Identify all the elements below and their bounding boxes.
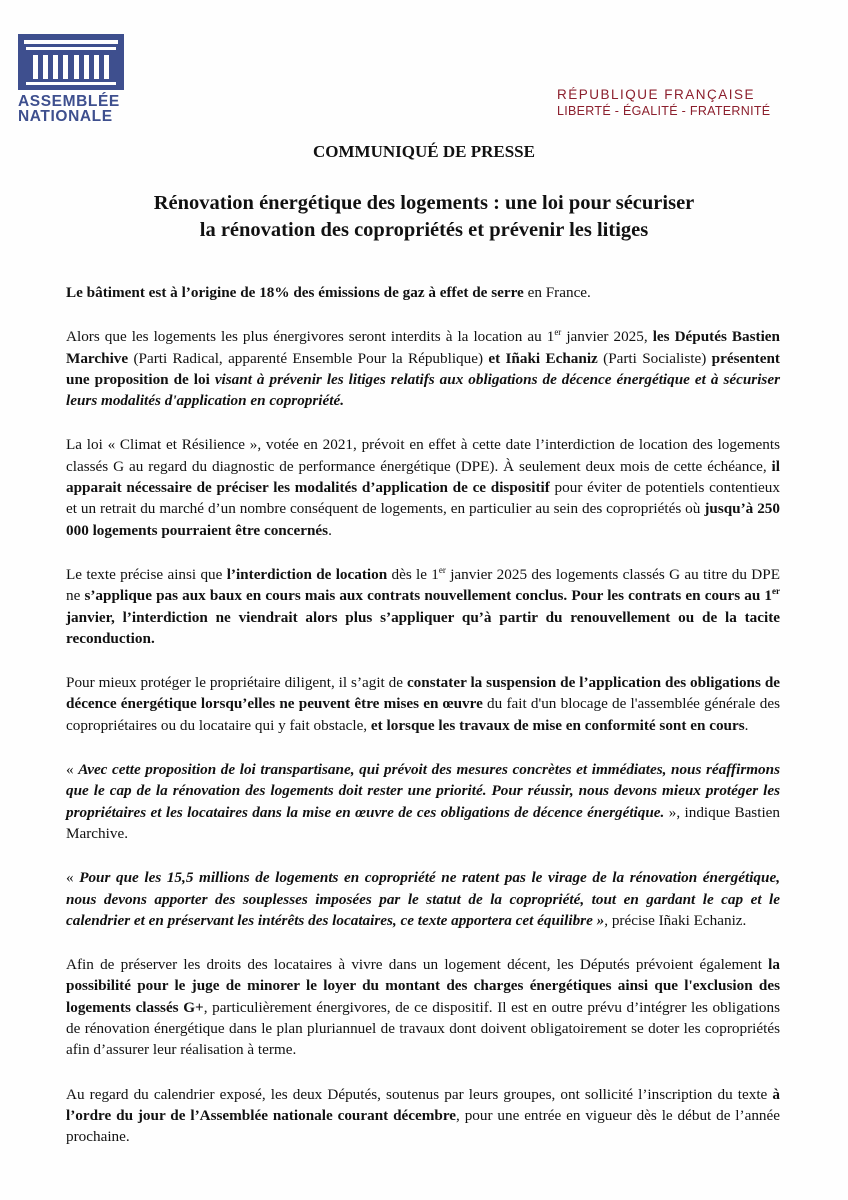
p1-bold: Le bâtiment est à l’origine de 18% des émissions de gaz à effet de serre — [66, 284, 524, 301]
paragraph-3 — [66, 434, 780, 540]
headline-line-2: la rénovation des copropriétés et prévenir les litiges — [199, 219, 649, 241]
republic-name: RÉPUBLIQUE FRANÇAISE — [557, 87, 756, 102]
p2-bold-g: présentent une proposition de loi — [66, 349, 780, 388]
p4-text-d: janvier 2025 des logements classés G au titre du DPE ne — [66, 565, 780, 605]
body-text — [66, 282, 780, 1171]
p2-bold-italic-h: visant à prévenir les litiges relatifs aux obligations de décence énergétique et à sécuriser leurs modalités d'application en copropriété. — [66, 370, 780, 410]
paragraph-5 — [66, 672, 780, 736]
headline-line-1: Rénovation énergétique des logements : une loi pour sécuriser — [153, 192, 695, 214]
p5-bold-d: et lorsque les travaux de mise en conformité sont en cours — [370, 716, 745, 734]
paragraph-4 — [66, 564, 780, 649]
p7-attribution: , précise Iñaki Echaniz. — [604, 911, 747, 929]
p1-text: en France. — [523, 284, 591, 301]
p5-bold-b: constater la suspension de l’application des obligations de décence énergétique lorsqu’elles ne peuvent être mises en œuvre — [66, 674, 781, 713]
p9-bold-b: à l’ordre du jour de l’Assemblée nationale courant décembre — [66, 1085, 780, 1124]
paragraph-2 — [66, 326, 780, 411]
p2-text-a: Alors que les logements les plus énergivores seront interdits à la location au 1 — [66, 328, 555, 346]
paragraph-8 — [66, 954, 780, 1060]
p5-text-e: . — [744, 716, 749, 734]
republique-francaise-mark — [557, 87, 770, 118]
p8-text-c: , particulièrement énergivores, de ce dispositif. Il est en outre prévu d’intégrer les obligations de rénovation énergétique dans le plan pluriannuel de travaux dont doivent obligatoirement se doter les copropriétés afin d’assurer leur réalisation à terme. — [66, 998, 781, 1059]
p2-text-d: (Parti Radical, apparenté Ensemble Pour la République) — [128, 349, 489, 367]
p2-sup: er — [554, 327, 562, 338]
p6-attribution: », indique Bastien Marchive. — [66, 803, 780, 842]
p5-text-c: du fait d'un blocage de l'assemblée générale des copropriétaires ou du locataire qui y fait obstacle, — [66, 695, 780, 734]
republic-motto: LIBERTÉ - ÉGALITÉ - FRATERNITÉ — [557, 104, 771, 118]
p3-bold-d: jusqu’à 250 000 logements pourraient être concernés — [66, 500, 780, 539]
p4-bold-f: janvier, l’interdiction ne viendrait alors plus s’appliquer qu’à partir du renouvellement ou de la tacite reconduction. — [66, 608, 780, 647]
p7-open-quote: « — [66, 869, 80, 887]
p3-text-e: . — [328, 521, 332, 539]
paragraph-6-quote — [66, 759, 780, 844]
paragraph-1 — [66, 282, 780, 303]
p4-text-a: Le texte précise ainsi que — [66, 565, 227, 583]
paragraph-7-quote — [66, 867, 780, 931]
p6-quote-text: Avec cette proposition de loi transpartisane, qui prévoit des mesures concrètes et immédiates, nous réaffirmons que le cap de la rénovation des logements doit rester une priorité. Pour réussir, nous devons mieux protéger les propriétaires et les locataires dans la mise en œuvre de ces obligations de décence énergétique. — [66, 761, 781, 821]
p2-text-b: janvier 2025, — [561, 328, 653, 346]
p4-bold-e: s’applique pas aux baux en cours mais aux contrats nouvellement conclus. Pour les contrats en cours au 1 — [84, 587, 772, 605]
p4-text-c: dès le 1 — [387, 565, 439, 583]
logo-line-2: NATIONALE — [18, 108, 113, 125]
hemicycle-icon — [18, 34, 124, 90]
p9-text-c: , pour une entrée en vigueur dès le début de l’année prochaine. — [66, 1106, 780, 1146]
p8-bold-b: la possibilité pour le juge de minorer le loyer du montant des charges énergétiques ainsi que l'exclusion des logements classés G+ — [66, 956, 780, 1016]
p5-text-a: Pour mieux protéger le propriétaire diligent, il s’agit de — [66, 674, 407, 692]
p3-text-c: pour éviter de potentiels contentieux et un retrait du marché d’un nombre conséquent de logements, en particulier au sein des copropriétés où — [66, 479, 780, 518]
p8-text-a: Afin de préserver les droits des locataires à vivre dans un logement décent, les Députés prévoient également — [66, 956, 769, 974]
p4-sup-e: er — [772, 586, 780, 597]
p3-text-a: La loi « Climat et Résilience », votée en 2021, prévoit en effet à cette date l’interdiction de location des logements classés G au regard du diagnostic de performance énergétique (DPE). À seulement deux mois de cette échéance, — [66, 436, 780, 475]
p2-text-f: (Parti Socialiste) — [597, 349, 712, 367]
p9-text-a: Au regard du calendrier exposé, les deux Députés, soutenus par leurs groupes, ont sollicité l’inscription du texte — [66, 1085, 773, 1103]
p4-sup-c: er — [438, 564, 446, 575]
p3-bold-b: il apparait nécessaire de préciser les modalités d’application de ce dispositif — [66, 457, 780, 497]
headline — [80, 190, 768, 244]
press-release-label: COMMUNIQUÉ DE PRESSE — [313, 142, 535, 161]
p2-bold-e: et Iñaki Echaniz — [488, 349, 598, 367]
assemblee-nationale-logo — [18, 34, 133, 124]
p6-open-quote: « — [66, 761, 79, 779]
p4-bold-b: l’interdiction de location — [226, 565, 388, 583]
paragraph-9 — [66, 1084, 780, 1148]
logo-line-1: ASSEMBLÉE — [18, 93, 120, 110]
p2-bold-c: les Députés Bastien Marchive — [66, 328, 780, 367]
p7-quote-text: Pour que les 15,5 millions de logements en copropriété ne ratent pas le virage de la rénovation énergétique, nous devons apporter des souplesses imposées par le statut de la copropriété, tout en gardant le cap et le calendrier et en préservant les intérêts des locataires, ce texte apportera cet équilibre » — [66, 869, 781, 929]
